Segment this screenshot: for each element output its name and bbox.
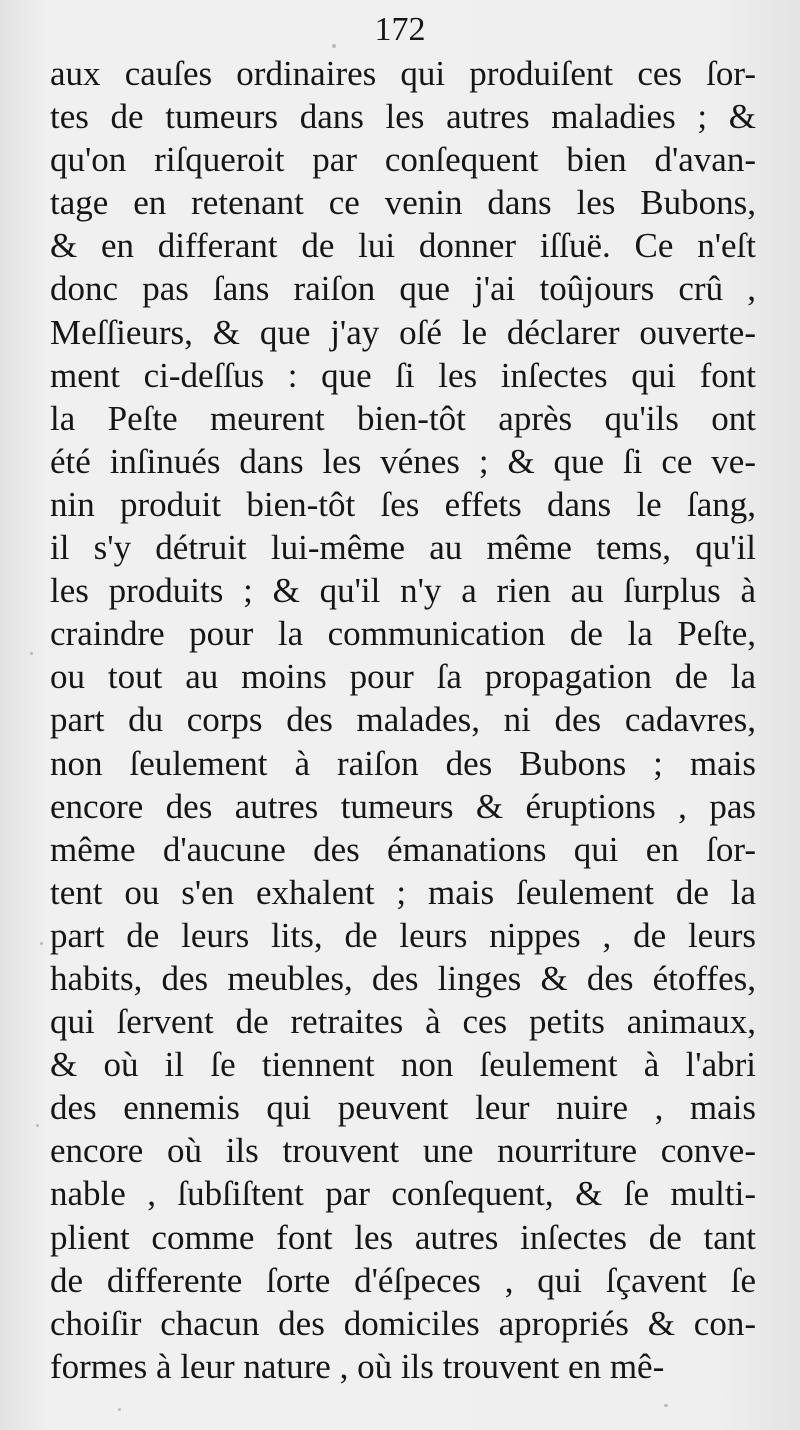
- text-line: Meſſieurs, & que j'ay oſé le déclarer ouverte-: [50, 312, 756, 352]
- text-line: qui ſervent de retraites à ces petits animaux,: [50, 1002, 756, 1042]
- text-line: tage en retenant ce venin dans les Bubons,: [50, 183, 756, 223]
- text-line: les produits ; & qu'il n'y a rien au ſurplus à: [50, 571, 756, 611]
- text-line: & en differant de lui donner iſſuë. Ce n'eſt: [50, 226, 756, 266]
- text-line: donc pas ſans raiſon que j'ai toûjours crû ,: [50, 269, 756, 309]
- text-line: nin produit bien-tôt ſes effets dans le ſang,: [50, 484, 756, 524]
- text-line: ou tout au moins pour ſa propagation de la: [50, 657, 756, 697]
- text-line: la Peſte meurent bien-tôt après qu'ils ont: [50, 398, 756, 438]
- body-text: [50, 52, 756, 1388]
- text-line: aux cauſes ordinaires qui produiſent ces ſor-: [50, 54, 756, 93]
- text-line: & où il ſe tiennent non ſeulement à l'abri: [50, 1045, 756, 1085]
- paper-speck: [118, 1408, 121, 1411]
- text-line: formes à leur nature , où ils trouvent en mê-: [50, 1346, 665, 1386]
- text-line: encore des autres tumeurs & éruptions , pas: [50, 786, 756, 826]
- text-line: été inſinués dans les vénes ; & que ſi ce ve-: [50, 441, 756, 481]
- text-line: de differente ſorte d'éſpeces , qui ſçavent ſe: [50, 1260, 756, 1300]
- text-line: il s'y détruit lui-même au même tems, qu'il: [50, 528, 756, 568]
- paper-speck: [332, 44, 336, 48]
- text-line: nable , ſubſiſtent par conſequent, & ſe multi-: [50, 1174, 756, 1214]
- text-line: des ennemis qui peuvent leur nuire , mais: [50, 1088, 756, 1128]
- text-line: tent ou s'en exhalent ; mais ſeulement de la: [50, 872, 756, 912]
- text-line: ment ci-deſſus : que ſi les inſectes qui font: [50, 355, 756, 395]
- paper-speck: [30, 652, 33, 655]
- text-line: même d'aucune des émanations qui en ſor-: [50, 829, 756, 869]
- text-line: part du corps des malades, ni des cadavres,: [50, 700, 756, 740]
- page-number: 172: [374, 11, 426, 48]
- text-line: qu'on riſqueroit par conſequent bien d'avan-: [50, 140, 756, 180]
- text-line: tes de tumeurs dans les autres maladies ; &: [50, 97, 756, 137]
- text-line: non ſeulement à raiſon des Bubons ; mais: [50, 743, 756, 783]
- text-line: habits, des meubles, des linges & des étoffes,: [50, 958, 756, 998]
- text-line: plient comme font les autres inſectes de tant: [50, 1217, 756, 1257]
- paper-speck: [664, 1404, 668, 1407]
- paper-speck: [40, 942, 43, 945]
- paper-speck: [36, 1124, 39, 1127]
- text-line: part de leurs lits, de leurs nippes , de leurs: [50, 915, 756, 955]
- text-line: choiſir chacun des domiciles apropriés & con-: [50, 1303, 756, 1343]
- text-line: encore où ils trouvent une nourriture conve-: [50, 1131, 756, 1171]
- text-line: craindre pour la communication de la Peſte,: [50, 614, 756, 654]
